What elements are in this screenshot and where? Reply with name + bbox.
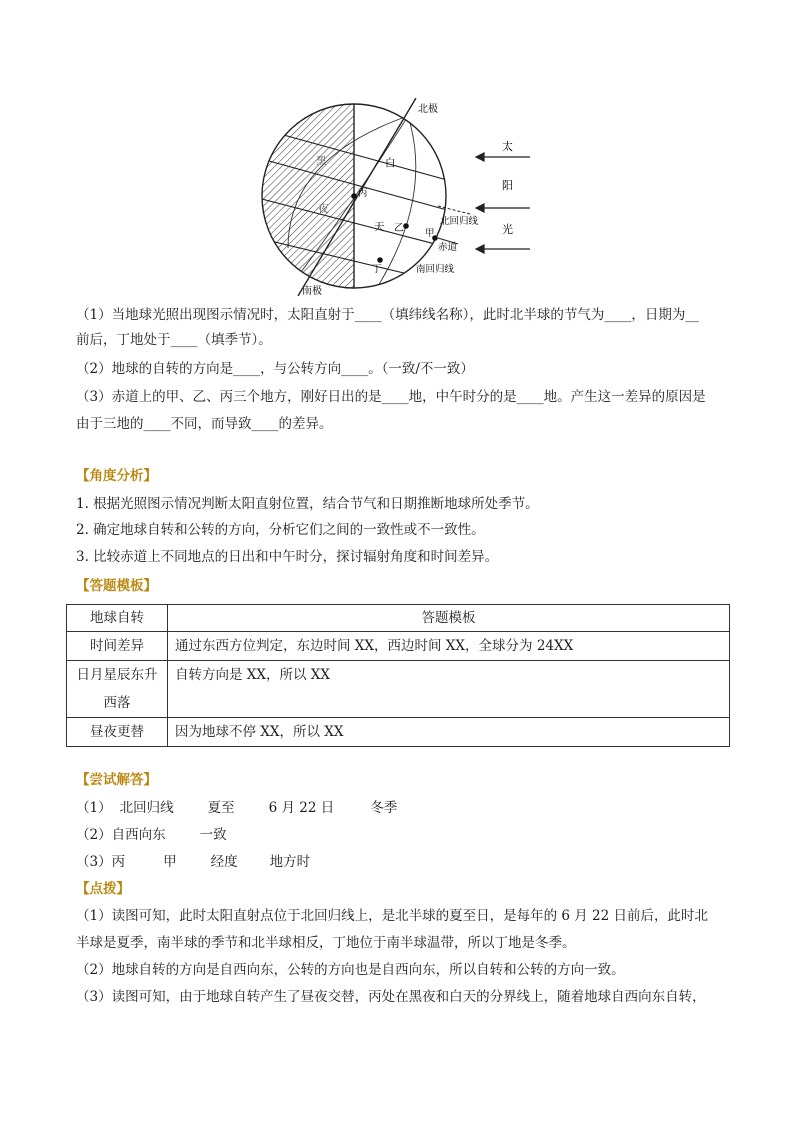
sun-arrow-2-head <box>476 204 484 212</box>
answer-3-v3: 经度 <box>210 854 238 870</box>
tip-2: （2）地球自转的方向是自西向东，公转的方向也是自西向东，所以自转和公转的方向一致。 <box>76 962 625 978</box>
sun-arrow-3-head <box>476 245 484 253</box>
question-3-line-1: （3）赤道上的甲、乙、丙三个地方，刚好日出的是____地，中午时分的是____地。产生这一差异的原因是 <box>76 389 706 405</box>
label-bing: 丙 <box>358 188 368 199</box>
angle-analysis-item-1: 1. 根据光照图示情况判断太阳直射位置，结合节气和日期推断地球所处季节。 <box>76 496 539 512</box>
trial-answer-1 <box>76 798 397 818</box>
angle-analysis-item-3: 3. 比较赤道上不同地点的日出和中午时分，探讨辐射角度和时间差异。 <box>76 549 499 565</box>
table-header-row <box>67 605 730 632</box>
tip-3: （3）读图可知，由于地球自转产生了昼夜交替，丙处在黑夜和白天的分界线上，随着地球自西向东自转， <box>76 989 706 1005</box>
table-row <box>67 632 730 661</box>
answer-1-v4: 冬季 <box>370 800 398 816</box>
answer-2-num: （2） <box>76 827 112 843</box>
answer-2-v2: 一致 <box>199 827 227 843</box>
table-cell-topic-line-1: 日月星辰东升 <box>76 667 158 683</box>
label-jia: 甲 <box>425 228 435 239</box>
label-bai: 白 <box>385 157 396 169</box>
trial-answer-heading: 【尝试解答】 <box>76 772 157 788</box>
label-tian: 天 <box>374 221 385 233</box>
tip-1-line-1: （1）读图可知，此时太阳直射点位于北回归线上，是北半球的夏至日，是每年的 6 月 22 日前后，此时北 <box>76 908 709 924</box>
question-1-line-2: 前后，丁地处于____（填季节）。 <box>76 332 272 348</box>
label-hei: 黑 <box>316 155 327 167</box>
answer-3-num: （3） <box>76 854 112 870</box>
table-cell-content: 自转方向是 XX，所以 XX <box>168 661 730 718</box>
answer-template-table <box>66 604 730 747</box>
angle-analysis-item-2: 2. 确定地球自转和公转的方向，分析它们之间的一致性或不一致性。 <box>76 522 485 538</box>
label-sun-3: 光 <box>502 223 513 236</box>
sun-arrow-1-head <box>476 153 484 161</box>
answer-3-v4: 地方时 <box>269 854 311 870</box>
label-tropic-capricorn: 南回归线 <box>416 264 455 275</box>
label-yi: 乙 <box>394 223 404 234</box>
question-3-line-2: 由于三地的____不同，而导致____的差异。 <box>76 416 333 432</box>
table-cell-topic: 昼夜更替 <box>67 718 168 747</box>
answer-3-v2: 甲 <box>163 854 177 870</box>
label-equator: 赤道 <box>438 242 458 253</box>
table-cell-topic <box>67 661 168 718</box>
point-bing <box>351 193 357 199</box>
label-ding: 丁 <box>372 264 382 275</box>
answer-1-v2: 夏至 <box>207 800 235 816</box>
tips-heading: 【点拨】 <box>76 881 130 897</box>
point-ding <box>377 257 383 263</box>
trial-answer-3 <box>76 852 310 872</box>
label-sun-1: 太 <box>502 140 513 153</box>
template-heading: 【答题模板】 <box>76 578 157 594</box>
table-cell-topic-line-2: 西落 <box>103 695 131 711</box>
table-cell-topic: 时间差异 <box>67 632 168 661</box>
night-hemisphere <box>258 98 354 296</box>
meridian-2 <box>378 116 416 286</box>
answer-1-v1: 北回归线 <box>119 800 174 816</box>
angle-analysis-heading: 【角度分析】 <box>76 468 157 484</box>
label-ye: 夜 <box>318 203 329 215</box>
label-north-pole: 北极 <box>418 104 438 115</box>
question-1-line-1: （1）当地球光照出现图示情况时，太阳直射于____（填纬线名称），此时北半球的节气为____，日期为__ <box>76 307 699 323</box>
label-south-pole: 南极 <box>302 286 322 296</box>
label-sun-2: 阳 <box>502 179 513 192</box>
table-header-template: 答题模板 <box>168 605 730 632</box>
earth-illumination-diagram <box>258 98 538 296</box>
table-cell-content: 因为地球不停 XX，所以 XX <box>168 718 730 747</box>
answer-1-v3: 6 月 22 日 <box>268 800 335 816</box>
trial-answer-2 <box>76 825 227 845</box>
table-header-topic: 地球自转 <box>67 605 168 632</box>
table-cell-content: 通过东西方位判定，东边时间 XX，西边时间 XX，全球分为 24XX <box>168 632 730 661</box>
answer-3-v1: 丙 <box>111 854 126 870</box>
question-2: （2）地球的自转的方向是____，与公转方向____。（一致/不一致） <box>76 361 474 377</box>
tip-1-line-2: 半球是夏季，南半球的季节和北半球相反，丁地位于南半球温带，所以丁地是冬季。 <box>76 935 576 951</box>
parallel-tropic-capricorn <box>258 238 458 286</box>
table-row <box>67 718 730 747</box>
answer-1-num: （1） <box>76 800 112 816</box>
answer-2-v1: 自西向东 <box>111 827 166 843</box>
tropic-cancer-extension <box>438 206 470 214</box>
table-row <box>67 661 730 718</box>
point-yi <box>403 223 409 229</box>
label-tropic-cancer: 北回归线 <box>440 216 479 227</box>
